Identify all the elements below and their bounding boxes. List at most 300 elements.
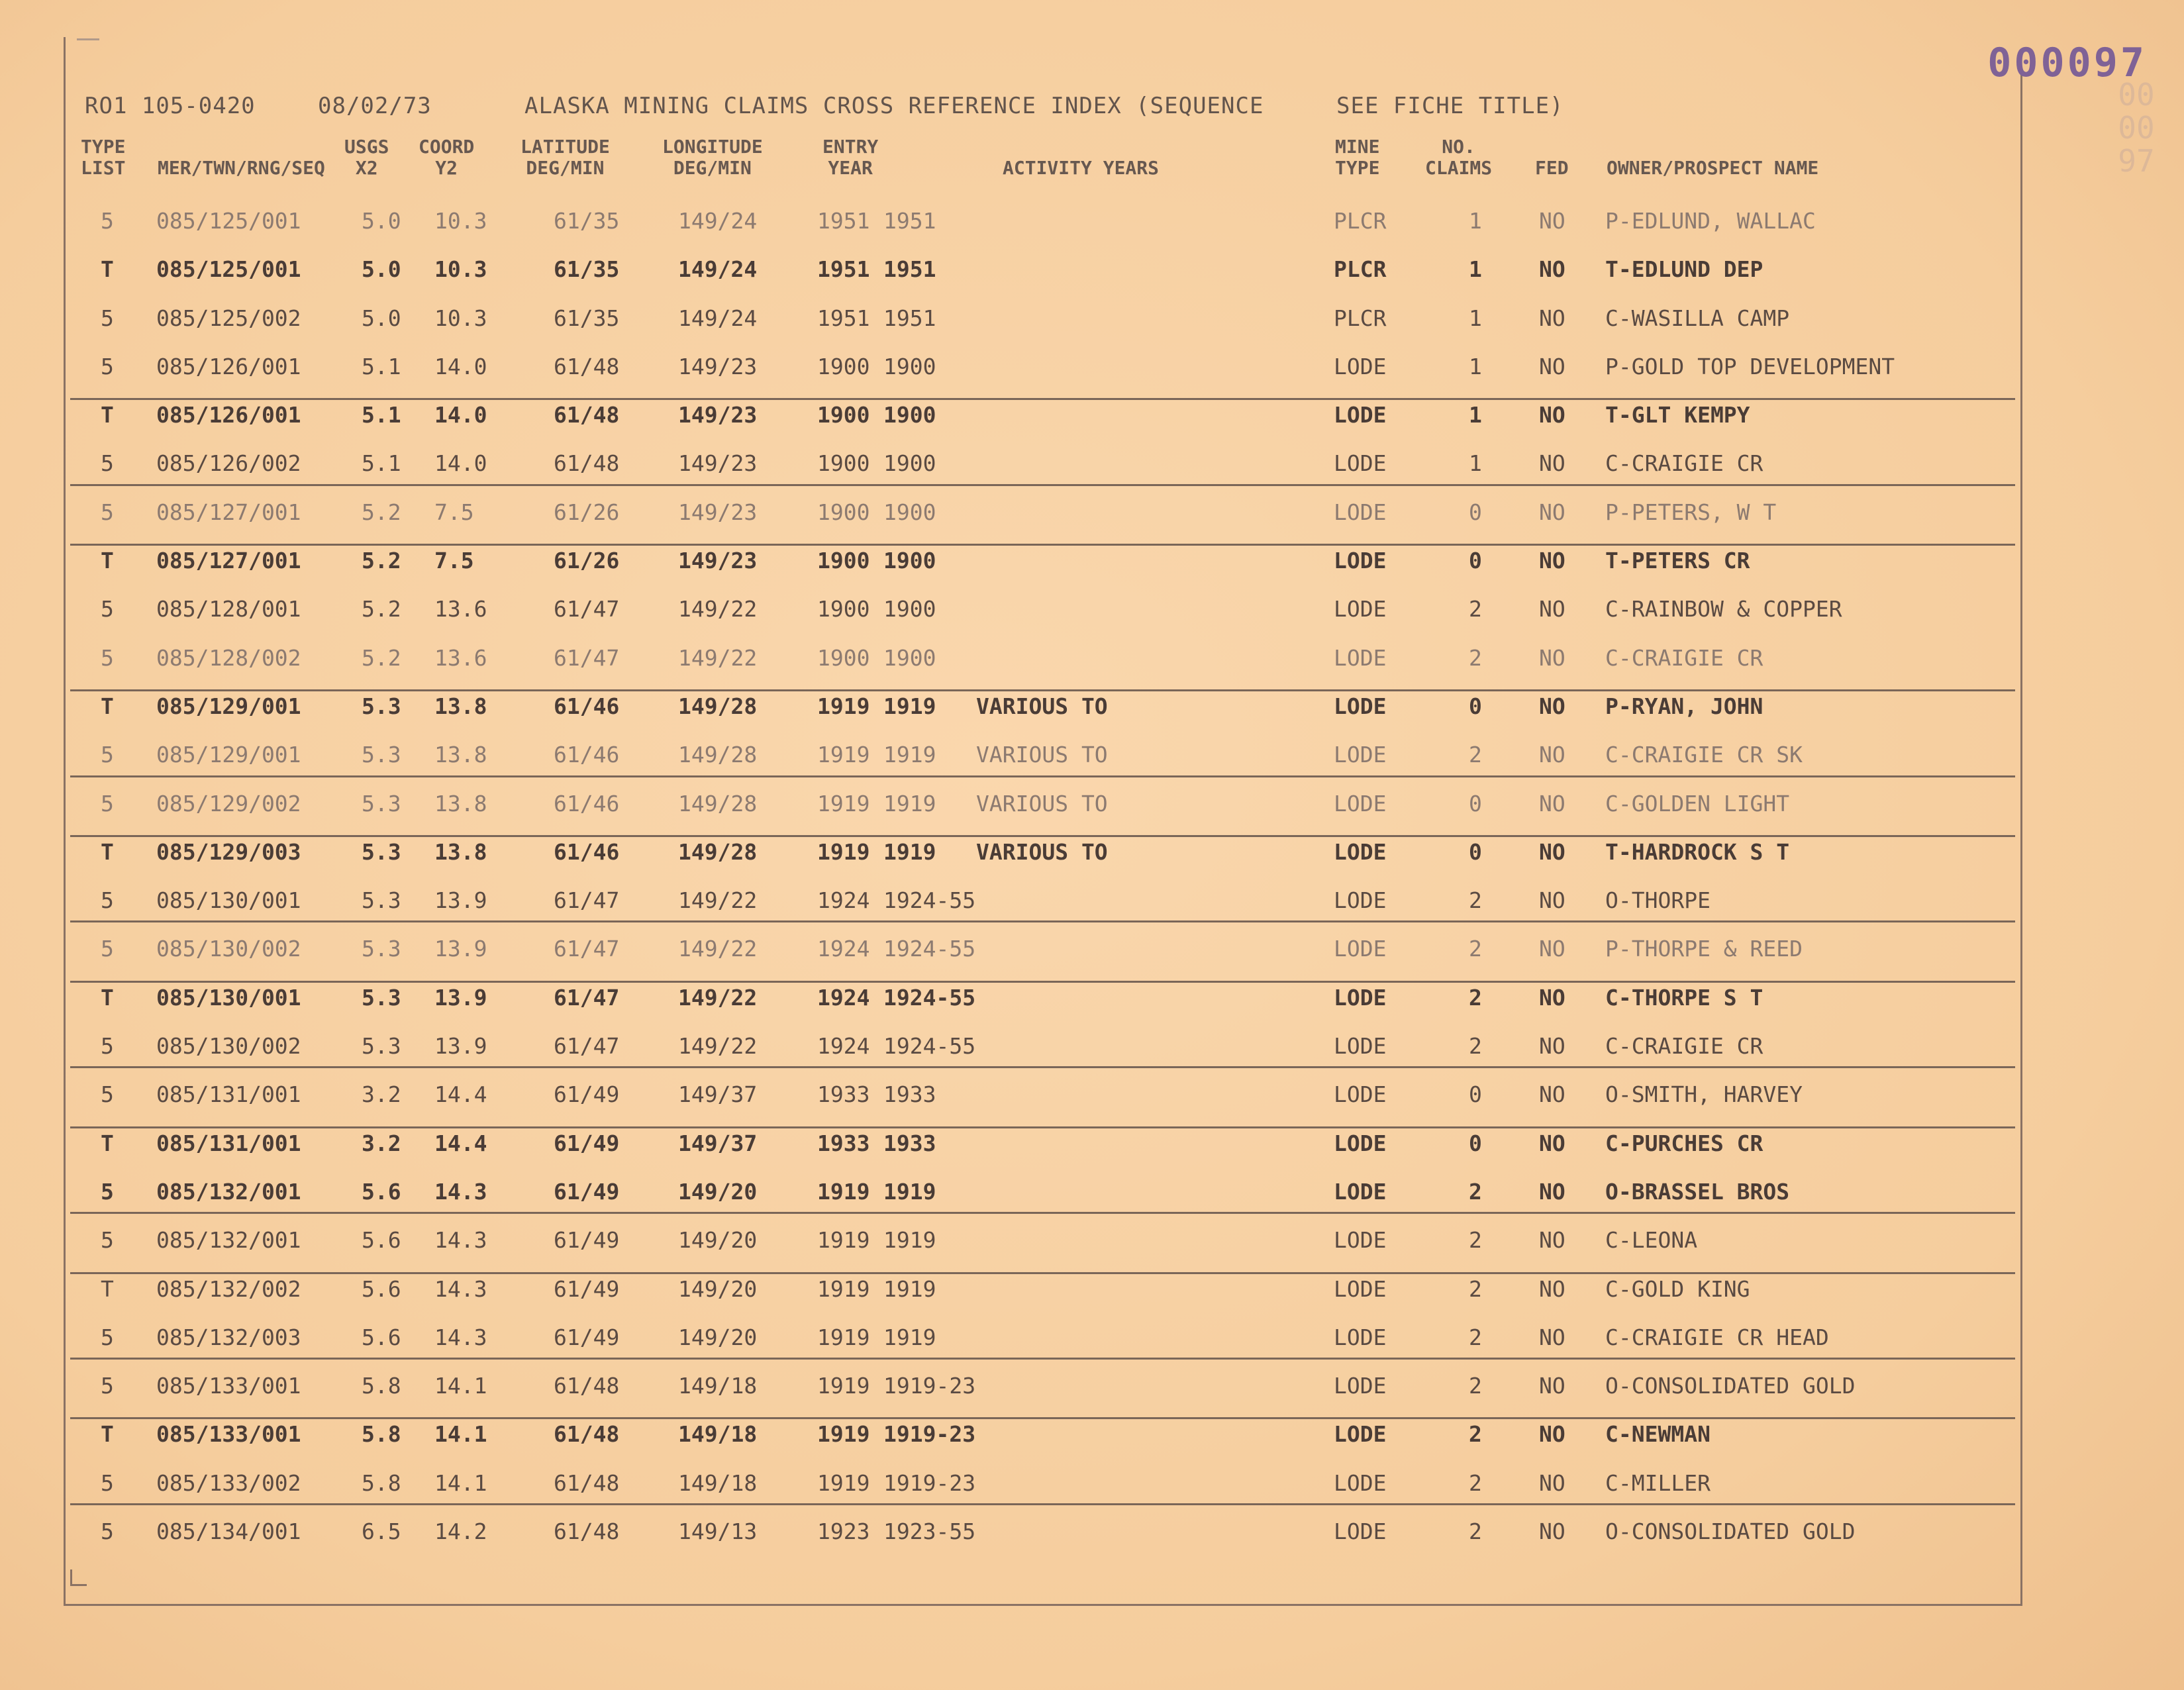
entry-year-cell: 1919: [817, 1178, 870, 1205]
owner-cell: C-CRAIGIE CR SK: [1605, 742, 1803, 768]
usgs-x-cell: 5.6: [362, 1178, 401, 1205]
coord-y-cell: 7.5: [434, 499, 474, 525]
mer-twn-rng-seq-cell: 085/131/001: [156, 1081, 301, 1108]
latitude-cell: 61/46: [554, 742, 620, 768]
fed-cell: NO: [1539, 548, 1565, 574]
mer-twn-rng-seq-cell: 085/127/001: [156, 548, 301, 574]
usgs-x-cell: 5.2: [362, 596, 401, 622]
table-row: [64, 781, 2018, 830]
latitude-cell: 61/26: [554, 548, 620, 574]
activity-years-cell: VARIOUS TO: [976, 742, 1108, 768]
entry-year-cell: 1900: [817, 353, 870, 379]
entry-year-cell: 1924: [817, 1033, 870, 1060]
mine-type-cell: LODE: [1334, 984, 1387, 1011]
longitude-cell: 149/20: [678, 1178, 758, 1205]
usgs-x-cell: 6.5: [362, 1518, 401, 1545]
table-row: [64, 441, 2018, 489]
report-id: RO1 105-0420: [85, 93, 256, 119]
mer-twn-rng-seq-cell: 085/130/002: [156, 936, 301, 962]
mine-type-cell: LODE: [1334, 499, 1387, 525]
mine-type-cell: LODE: [1334, 1469, 1387, 1496]
entry-year-cell: 1900: [817, 402, 870, 428]
no-claims-cell: 2: [1469, 1373, 1482, 1399]
owner-cell: T-EDLUND DEP: [1605, 256, 1763, 283]
coord-y-cell: 13.9: [434, 887, 487, 914]
fed-cell: NO: [1539, 1130, 1565, 1156]
mine-type-cell: LODE: [1334, 838, 1387, 865]
no-claims-cell: 1: [1469, 305, 1482, 331]
entry-year-end-cell: 1900: [883, 596, 936, 622]
fed-cell: NO: [1539, 353, 1565, 379]
type-list-cell: 5: [101, 1324, 114, 1350]
latitude-cell: 61/47: [554, 887, 620, 914]
entry-year-cell: 1919: [817, 693, 870, 719]
mer-twn-rng-seq-cell: 085/132/003: [156, 1324, 301, 1350]
coord-y-cell: 14.1: [434, 1421, 487, 1448]
type-list-cell: T: [101, 693, 114, 719]
mine-type-cell: LODE: [1334, 1373, 1387, 1399]
type-list-cell: 5: [101, 1373, 114, 1399]
usgs-x-cell: 3.2: [362, 1081, 401, 1108]
type-list-cell: 5: [101, 305, 114, 331]
entry-year-end-cell: 1924-55: [883, 1033, 976, 1060]
type-list-cell: T: [101, 1275, 114, 1302]
type-list-cell: T: [101, 1130, 114, 1156]
owner-cell: C-GOLD KING: [1605, 1275, 1750, 1302]
longitude-cell: 149/28: [678, 838, 758, 865]
mer-twn-rng-seq-cell: 085/133/002: [156, 1469, 301, 1496]
no-claims-cell: 2: [1469, 644, 1482, 671]
coord-y-cell: 14.0: [434, 353, 487, 379]
entry-year-end-cell: 1900: [883, 402, 936, 428]
fed-cell: NO: [1539, 1324, 1565, 1350]
mine-type-cell: LODE: [1334, 644, 1387, 671]
type-list-cell: T: [101, 984, 114, 1011]
table-row: [64, 1024, 2018, 1072]
no-claims-cell: 2: [1469, 1227, 1482, 1254]
coord-y-cell: 7.5: [434, 548, 474, 574]
entry-year-end-cell: 1919: [883, 693, 936, 719]
no-claims-cell: 1: [1469, 256, 1482, 283]
latitude-cell: 61/47: [554, 644, 620, 671]
entry-year-cell: 1919: [817, 1421, 870, 1448]
report-see-note: SEE FICHE TITLE): [1336, 93, 1564, 119]
owner-cell: P-THORPE & REED: [1605, 936, 1803, 962]
longitude-cell: 149/22: [678, 984, 758, 1011]
mer-twn-rng-seq-cell: 085/126/001: [156, 353, 301, 379]
coord-y-cell: 14.3: [434, 1227, 487, 1254]
longitude-cell: 149/23: [678, 402, 758, 428]
mine-type-cell: LODE: [1334, 450, 1387, 477]
table-row: [64, 1072, 2018, 1120]
type-list-cell: 5: [101, 644, 114, 671]
coord-y-cell: 14.3: [434, 1178, 487, 1205]
longitude-cell: 149/23: [678, 450, 758, 477]
page-number: 000097: [1987, 40, 2147, 86]
entry-year-end-cell: 1919-23: [883, 1469, 976, 1496]
no-claims-cell: 2: [1469, 936, 1482, 962]
no-claims-cell: 0: [1469, 838, 1482, 865]
longitude-cell: 149/37: [678, 1081, 758, 1108]
entry-year-end-cell: 1919-23: [883, 1421, 976, 1448]
type-list-cell: T: [101, 548, 114, 574]
mer-twn-rng-seq-cell: 085/134/001: [156, 1518, 301, 1545]
no-claims-cell: 2: [1469, 1421, 1482, 1448]
mine-type-cell: LODE: [1334, 1130, 1387, 1156]
usgs-x-cell: 5.3: [362, 887, 401, 914]
owner-cell: C-WASILLA CAMP: [1605, 305, 1790, 331]
entry-year-end-cell: 1924-55: [883, 936, 976, 962]
entry-year-cell: 1919: [817, 742, 870, 768]
latitude-cell: 61/49: [554, 1275, 620, 1302]
longitude-cell: 149/23: [678, 548, 758, 574]
longitude-cell: 149/22: [678, 936, 758, 962]
mer-twn-rng-seq-cell: 085/132/001: [156, 1178, 301, 1205]
mine-type-cell: PLCR: [1334, 256, 1387, 283]
col-fed: FED: [1535, 157, 1569, 179]
latitude-cell: 61/26: [554, 499, 620, 525]
latitude-cell: 61/46: [554, 790, 620, 817]
entry-year-end-cell: 1919: [883, 742, 936, 768]
no-claims-cell: 2: [1469, 1518, 1482, 1545]
fed-cell: NO: [1539, 936, 1565, 962]
coord-y-cell: 14.1: [434, 1469, 487, 1496]
entry-year-cell: 1919: [817, 838, 870, 865]
latitude-cell: 61/48: [554, 450, 620, 477]
entry-year-end-cell: 1923-55: [883, 1518, 976, 1545]
owner-cell: O-BRASSEL BROS: [1605, 1178, 1790, 1205]
longitude-cell: 149/22: [678, 644, 758, 671]
entry-year-end-cell: 1933: [883, 1130, 936, 1156]
entry-year-end-cell: 1951: [883, 208, 936, 234]
longitude-cell: 149/24: [678, 305, 758, 331]
entry-year-cell: 1900: [817, 499, 870, 525]
table-row: [64, 878, 2018, 926]
usgs-x-cell: 5.1: [362, 353, 401, 379]
latitude-cell: 61/49: [554, 1081, 620, 1108]
coord-y-cell: 10.3: [434, 305, 487, 331]
usgs-x-cell: 5.3: [362, 984, 401, 1011]
usgs-x-cell: 5.1: [362, 402, 401, 428]
longitude-cell: 149/28: [678, 790, 758, 817]
entry-year-cell: 1900: [817, 644, 870, 671]
corner-mark: [70, 1569, 87, 1586]
mer-twn-rng-seq-cell: 085/130/001: [156, 887, 301, 914]
longitude-cell: 149/20: [678, 1324, 758, 1350]
type-list-cell: 5: [101, 742, 114, 768]
table-row: [64, 1364, 2018, 1412]
no-claims-cell: 1: [1469, 353, 1482, 379]
longitude-cell: 149/28: [678, 742, 758, 768]
owner-cell: O-SMITH, HARVEY: [1605, 1081, 1803, 1108]
table-row: [64, 490, 2018, 538]
mer-twn-rng-seq-cell: 085/125/001: [156, 208, 301, 234]
col-coord-y: COORD Y2: [419, 136, 475, 179]
col-mine-type: MINE TYPE: [1335, 136, 1380, 179]
coord-y-cell: 13.8: [434, 838, 487, 865]
mer-twn-rng-seq-cell: 085/133/001: [156, 1373, 301, 1399]
type-list-cell: 5: [101, 499, 114, 525]
report-title: ALASKA MINING CLAIMS CROSS REFERENCE INDEX (SEQUENCE: [524, 93, 1264, 119]
col-entry-year: ENTRY YEAR: [822, 136, 879, 179]
mer-twn-rng-seq-cell: 085/128/002: [156, 644, 301, 671]
entry-year-cell: 1924: [817, 936, 870, 962]
type-list-cell: 5: [101, 887, 114, 914]
entry-year-cell: 1919: [817, 1373, 870, 1399]
table-row: [64, 1509, 2018, 1558]
entry-year-cell: 1919: [817, 1227, 870, 1254]
mine-type-cell: LODE: [1334, 1324, 1387, 1350]
col-latitude: LATITUDE DEG/MIN: [521, 136, 610, 179]
entry-year-end-cell: 1919: [883, 1227, 936, 1254]
owner-cell: T-PETERS CR: [1605, 548, 1750, 574]
activity-years-cell: VARIOUS TO: [976, 838, 1108, 865]
mer-twn-rng-seq-cell: 085/132/001: [156, 1227, 301, 1254]
latitude-cell: 61/49: [554, 1324, 620, 1350]
usgs-x-cell: 5.0: [362, 256, 401, 283]
latitude-cell: 61/35: [554, 305, 620, 331]
fed-cell: NO: [1539, 1033, 1565, 1060]
usgs-x-cell: 5.6: [362, 1227, 401, 1254]
mine-type-cell: LODE: [1334, 1518, 1387, 1545]
no-claims-cell: 1: [1469, 402, 1482, 428]
mine-type-cell: LODE: [1334, 936, 1387, 962]
mer-twn-rng-seq-cell: 085/130/001: [156, 984, 301, 1011]
mine-type-cell: LODE: [1334, 548, 1387, 574]
type-list-cell: 5: [101, 1178, 114, 1205]
no-claims-cell: 2: [1469, 1469, 1482, 1496]
mer-twn-rng-seq-cell: 085/133/001: [156, 1421, 301, 1448]
type-list-cell: T: [101, 838, 114, 865]
longitude-cell: 149/22: [678, 887, 758, 914]
mer-twn-rng-seq-cell: 085/130/002: [156, 1033, 301, 1060]
entry-year-cell: 1924: [817, 887, 870, 914]
type-list-cell: 5: [101, 450, 114, 477]
longitude-cell: 149/18: [678, 1469, 758, 1496]
latitude-cell: 61/49: [554, 1130, 620, 1156]
entry-year-end-cell: 1919-23: [883, 1373, 976, 1399]
coord-y-cell: 13.9: [434, 1033, 487, 1060]
table-row: [64, 684, 2018, 732]
entry-year-cell: 1933: [817, 1130, 870, 1156]
owner-cell: C-CRAIGIE CR HEAD: [1605, 1324, 1829, 1350]
entry-year-cell: 1951: [817, 208, 870, 234]
latitude-cell: 61/48: [554, 1518, 620, 1545]
table-row: [64, 1315, 2018, 1364]
coord-y-cell: 13.6: [434, 644, 487, 671]
fed-cell: NO: [1539, 1421, 1565, 1448]
type-list-cell: 5: [101, 1469, 114, 1496]
entry-year-cell: 1919: [817, 1469, 870, 1496]
col-owner: OWNER/PROSPECT NAME: [1607, 157, 1819, 179]
mine-type-cell: LODE: [1334, 1421, 1387, 1448]
fed-cell: NO: [1539, 644, 1565, 671]
coord-y-cell: 14.0: [434, 402, 487, 428]
table-row: [64, 1169, 2018, 1218]
coord-y-cell: 14.4: [434, 1081, 487, 1108]
latitude-cell: 61/35: [554, 256, 620, 283]
table-row: [64, 344, 2018, 393]
latitude-cell: 61/47: [554, 936, 620, 962]
entry-year-end-cell: 1919: [883, 790, 936, 817]
usgs-x-cell: 5.8: [362, 1469, 401, 1496]
no-claims-cell: 2: [1469, 1324, 1482, 1350]
table-row: [64, 975, 2018, 1024]
entry-year-end-cell: 1919: [883, 1178, 936, 1205]
coord-y-cell: 14.0: [434, 450, 487, 477]
page-number-ghost: 000097: [2118, 77, 2155, 179]
type-list-cell: T: [101, 256, 114, 283]
entry-year-cell: 1923: [817, 1518, 870, 1545]
fed-cell: NO: [1539, 1373, 1565, 1399]
table-row: [64, 1218, 2018, 1266]
table-row: [64, 926, 2018, 975]
fed-cell: NO: [1539, 742, 1565, 768]
col-mer-twn-rng-seq: MER/TWN/RNG/SEQ: [158, 157, 325, 179]
usgs-x-cell: 5.6: [362, 1324, 401, 1350]
type-list-cell: 5: [101, 596, 114, 622]
mer-twn-rng-seq-cell: 085/127/001: [156, 499, 301, 525]
owner-cell: P-EDLUND, WALLAC: [1605, 208, 1816, 234]
mine-type-cell: LODE: [1334, 1081, 1387, 1108]
claims-table-body: [64, 199, 2018, 1558]
table-row: [64, 538, 2018, 587]
entry-year-cell: 1900: [817, 596, 870, 622]
mine-type-cell: LODE: [1334, 1033, 1387, 1060]
owner-cell: C-THORPE S T: [1605, 984, 1763, 1011]
mine-type-cell: LODE: [1334, 353, 1387, 379]
mer-twn-rng-seq-cell: 085/129/003: [156, 838, 301, 865]
mine-type-cell: LODE: [1334, 790, 1387, 817]
mine-type-cell: PLCR: [1334, 208, 1387, 234]
usgs-x-cell: 3.2: [362, 1130, 401, 1156]
no-claims-cell: 1: [1469, 450, 1482, 477]
table-row: [64, 296, 2018, 344]
usgs-x-cell: 5.2: [362, 644, 401, 671]
usgs-x-cell: 5.6: [362, 1275, 401, 1302]
usgs-x-cell: 5.0: [362, 305, 401, 331]
fed-cell: NO: [1539, 450, 1565, 477]
coord-y-cell: 14.2: [434, 1518, 487, 1545]
mer-twn-rng-seq-cell: 085/125/001: [156, 256, 301, 283]
mer-twn-rng-seq-cell: 085/125/002: [156, 305, 301, 331]
mer-twn-rng-seq-cell: 085/131/001: [156, 1130, 301, 1156]
fed-cell: NO: [1539, 256, 1565, 283]
fed-cell: NO: [1539, 1081, 1565, 1108]
usgs-x-cell: 5.3: [362, 693, 401, 719]
owner-cell: P-PETERS, W T: [1605, 499, 1777, 525]
latitude-cell: 61/35: [554, 208, 620, 234]
table-row: [64, 732, 2018, 781]
owner-cell: C-LEONA: [1605, 1227, 1698, 1254]
latitude-cell: 61/48: [554, 1373, 620, 1399]
longitude-cell: 149/22: [678, 1033, 758, 1060]
entry-year-cell: 1951: [817, 256, 870, 283]
usgs-x-cell: 5.2: [362, 548, 401, 574]
owner-cell: O-CONSOLIDATED GOLD: [1605, 1518, 1856, 1545]
table-row: [64, 587, 2018, 635]
fed-cell: NO: [1539, 499, 1565, 525]
usgs-x-cell: 5.8: [362, 1373, 401, 1399]
entry-year-end-cell: 1900: [883, 353, 936, 379]
usgs-x-cell: 5.3: [362, 838, 401, 865]
entry-year-cell: 1933: [817, 1081, 870, 1108]
fed-cell: NO: [1539, 838, 1565, 865]
owner-cell: C-MILLER: [1605, 1469, 1711, 1496]
table-row: [64, 199, 2018, 247]
type-list-cell: 5: [101, 1518, 114, 1545]
fed-cell: NO: [1539, 402, 1565, 428]
usgs-x-cell: 5.3: [362, 936, 401, 962]
entry-year-end-cell: 1900: [883, 644, 936, 671]
coord-y-cell: 13.9: [434, 936, 487, 962]
no-claims-cell: 0: [1469, 499, 1482, 525]
entry-year-cell: 1919: [817, 1275, 870, 1302]
report-date: 08/02/73: [318, 93, 432, 119]
coord-y-cell: 13.6: [434, 596, 487, 622]
coord-y-cell: 14.3: [434, 1275, 487, 1302]
usgs-x-cell: 5.0: [362, 208, 401, 234]
fed-cell: NO: [1539, 984, 1565, 1011]
longitude-cell: 149/18: [678, 1421, 758, 1448]
no-claims-cell: 2: [1469, 1275, 1482, 1302]
entry-year-end-cell: 1924-55: [883, 887, 976, 914]
table-row: [64, 1412, 2018, 1460]
no-claims-cell: 0: [1469, 548, 1482, 574]
coord-y-cell: 14.4: [434, 1130, 487, 1156]
mine-type-cell: LODE: [1334, 1227, 1387, 1254]
entry-year-end-cell: 1919: [883, 838, 936, 865]
table-row: [64, 393, 2018, 441]
fed-cell: NO: [1539, 208, 1565, 234]
mine-type-cell: LODE: [1334, 1275, 1387, 1302]
latitude-cell: 61/48: [554, 353, 620, 379]
type-list-cell: 5: [101, 936, 114, 962]
entry-year-cell: 1919: [817, 790, 870, 817]
col-longitude: LONGITUDE DEG/MIN: [662, 136, 763, 179]
type-list-cell: T: [101, 1421, 114, 1448]
entry-year-cell: 1924: [817, 984, 870, 1011]
mer-twn-rng-seq-cell: 085/128/001: [156, 596, 301, 622]
fed-cell: NO: [1539, 693, 1565, 719]
fed-cell: NO: [1539, 790, 1565, 817]
activity-years-cell: VARIOUS TO: [976, 790, 1108, 817]
owner-cell: C-CRAIGIE CR: [1605, 1033, 1763, 1060]
table-row: [64, 830, 2018, 878]
mine-type-cell: LODE: [1334, 1178, 1387, 1205]
longitude-cell: 149/22: [678, 596, 758, 622]
col-activity-years: ACTIVITY YEARS: [1003, 157, 1160, 179]
owner-cell: O-CONSOLIDATED GOLD: [1605, 1373, 1856, 1399]
entry-year-cell: 1900: [817, 548, 870, 574]
longitude-cell: 149/24: [678, 256, 758, 283]
longitude-cell: 149/28: [678, 693, 758, 719]
fed-cell: NO: [1539, 305, 1565, 331]
entry-year-end-cell: 1900: [883, 548, 936, 574]
table-row: [64, 636, 2018, 684]
no-claims-cell: 2: [1469, 1033, 1482, 1060]
latitude-cell: 61/49: [554, 1227, 620, 1254]
owner-cell: T-GLT KEMPY: [1605, 402, 1750, 428]
no-claims-cell: 0: [1469, 790, 1482, 817]
latitude-cell: 61/48: [554, 1421, 620, 1448]
col-type-list: TYPE LIST: [81, 136, 126, 179]
table-row: [64, 1267, 2018, 1315]
mine-type-cell: LODE: [1334, 596, 1387, 622]
frame-tick-mark: [77, 38, 99, 40]
latitude-cell: 61/47: [554, 1033, 620, 1060]
no-claims-cell: 0: [1469, 1130, 1482, 1156]
